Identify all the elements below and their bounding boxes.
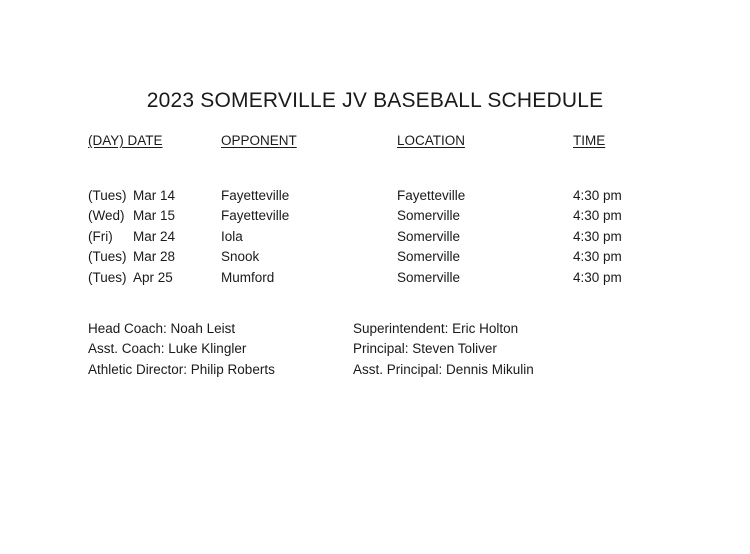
head-coach: Head Coach: Noah Leist <box>88 321 236 336</box>
game-date: Mar 15 <box>133 208 176 223</box>
game-row <box>0 188 750 208</box>
asst-coach: Asst. Coach: Luke Klingler <box>88 341 247 356</box>
athletic-director: Athletic Director: Philip Roberts <box>88 362 275 377</box>
game-date: Mar 14 <box>133 188 176 203</box>
game-day: (Tues) <box>88 249 127 264</box>
principal: Principal: Steven Toliver <box>353 341 497 356</box>
schedule-title: 2023 SOMERVILLE JV BASEBALL SCHEDULE <box>146 89 604 112</box>
game-row <box>0 229 750 249</box>
game-date: Apr 25 <box>133 270 173 285</box>
header-opponent: OPPONENT <box>221 133 297 148</box>
game-row <box>0 270 750 290</box>
game-location: Fayetteville <box>397 188 466 203</box>
game-opponent: Iola <box>221 229 243 244</box>
game-location: Somerville <box>397 249 461 264</box>
superintendent: Superintendent: Eric Holton <box>353 321 519 336</box>
game-time: 4:30 pm <box>573 188 622 203</box>
game-row <box>0 249 750 269</box>
asst-principal: Asst. Principal: Dennis Mikulin <box>353 362 534 377</box>
game-time: 4:30 pm <box>573 270 622 285</box>
game-opponent: Snook <box>221 249 260 264</box>
game-opponent: Mumford <box>221 270 275 285</box>
game-date: Mar 28 <box>133 249 176 264</box>
game-row <box>0 208 750 228</box>
game-date: Mar 24 <box>133 229 176 244</box>
game-opponent: Fayetteville <box>221 208 290 223</box>
header-location: LOCATION <box>397 133 466 148</box>
header-day-date: (DAY) DATE <box>88 133 163 148</box>
game-day: (Wed) <box>88 208 125 223</box>
game-day: (Tues) <box>88 188 127 203</box>
game-time: 4:30 pm <box>573 249 622 264</box>
header-time: TIME <box>573 133 606 148</box>
game-day: (Tues) <box>88 270 127 285</box>
game-location: Somerville <box>397 208 461 223</box>
game-time: 4:30 pm <box>573 208 622 223</box>
game-opponent: Fayetteville <box>221 188 290 203</box>
game-time: 4:30 pm <box>573 229 622 244</box>
game-location: Somerville <box>397 229 461 244</box>
game-day: (Fri) <box>88 229 113 244</box>
game-location: Somerville <box>397 270 461 285</box>
